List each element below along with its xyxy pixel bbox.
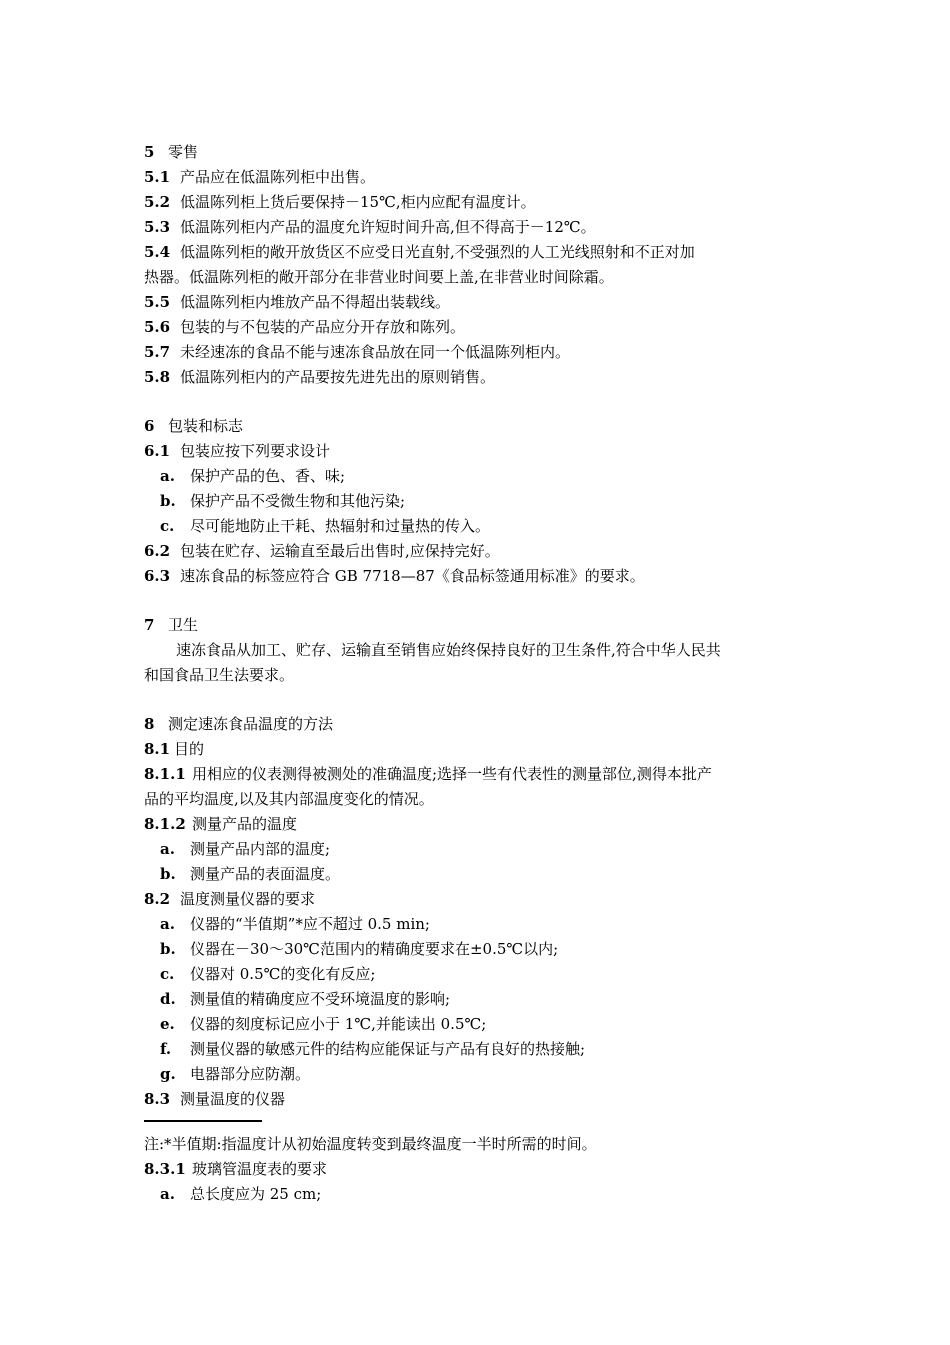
- list-text: 测量值的精确度应不受环境温度的影响;: [190, 990, 451, 1008]
- clause-number: 8.1.1: [144, 765, 186, 783]
- list-letter: a.: [160, 467, 175, 485]
- list-letter: b.: [160, 940, 176, 958]
- section-5-heading: [144, 140, 804, 165]
- clause-number: 5.4: [144, 243, 171, 261]
- list-item-8-2-d: [144, 987, 804, 1012]
- clause-5-8: [144, 365, 804, 390]
- list-text: 保护产品的色、香、味;: [190, 467, 346, 485]
- list-letter: e.: [160, 1015, 175, 1033]
- clause-text: 用相应的仪表测得被测处的准确温度;选择一些有代表性的测量部位,测得本批产: [192, 765, 712, 783]
- section-7-paragraph-line-1: 速冻食品从加工、贮存、运输直至销售应始终保持良好的卫生条件,符合中华人民共: [176, 641, 721, 659]
- clause-5-4: [144, 240, 804, 265]
- clause-number: 5.6: [144, 318, 171, 336]
- footnote-divider: [144, 1120, 262, 1132]
- clause-5-4-continued: 热器。低温陈列柜的敞开部分在非营业时间要上盖,在非营业时间除霜。: [144, 268, 614, 286]
- section-title: 测定速冻食品温度的方法: [168, 715, 334, 733]
- list-item-8-3-1-a: [144, 1182, 804, 1207]
- clause-8-3: [144, 1087, 804, 1112]
- list-item-6-1-c: [144, 514, 804, 539]
- clause-text: 包装应按下列要求设计: [180, 442, 331, 460]
- clause-8-1-1-continued: 品的平均温度,以及其内部温度变化的情况。: [144, 790, 434, 808]
- list-text: 电器部分应防潮。: [190, 1065, 311, 1083]
- list-item-6-1-b: [144, 489, 804, 514]
- clause-number: 5.7: [144, 343, 171, 361]
- clause-text: 包装的与不包装的产品应分开存放和陈列。: [180, 318, 466, 336]
- clause-number: 6.2: [144, 542, 171, 560]
- list-letter: a.: [160, 1185, 175, 1203]
- clause-8-3-1: [144, 1157, 804, 1182]
- clause-5-1: [144, 165, 804, 190]
- clause-text: 低温陈列柜的敞开放货区不应受日光直射,不受强烈的人工光线照射和不正对加: [180, 243, 695, 261]
- list-item-8-1-2-b: [144, 862, 804, 887]
- section-7-heading: [144, 613, 804, 638]
- section-gap: [144, 688, 804, 712]
- list-text: 仪器的刻度标记应小于 1℃,并能读出 0.5℃;: [190, 1015, 487, 1033]
- list-text: 尽可能地防止干耗、热辐射和过量热的传入。: [190, 517, 491, 535]
- clause-8-1-1: [144, 762, 804, 787]
- clause-5-7: [144, 340, 804, 365]
- clause-text: 未经速冻的食品不能与速冻食品放在同一个低温陈列柜内。: [180, 343, 571, 361]
- list-letter: d.: [160, 990, 176, 1008]
- clause-text: 低温陈列柜内产品的温度允许短时间升高,但不得高于－12℃。: [180, 218, 596, 236]
- list-item-8-1-2-a: [144, 837, 804, 862]
- section-number: 8: [144, 715, 155, 733]
- clause-text: 玻璃管温度表的要求: [192, 1160, 328, 1178]
- clause-number: 8.3.1: [144, 1160, 186, 1178]
- list-text: 测量仪器的敏感元件的结构应能保证与产品有良好的热接触;: [190, 1040, 586, 1058]
- clause-text: 温度测量仪器的要求: [180, 890, 316, 908]
- list-item-8-2-a: [144, 912, 804, 937]
- list-letter: a.: [160, 840, 175, 858]
- clause-text: 低温陈列柜内堆放产品不得超出装载线。: [180, 293, 451, 311]
- clause-number: 5.8: [144, 368, 171, 386]
- list-text: 测量产品的表面温度。: [190, 865, 341, 883]
- document-page: [144, 140, 804, 1207]
- clause-number: 6.1: [144, 442, 171, 460]
- list-item-8-2-b: [144, 937, 804, 962]
- clause-5-3: [144, 215, 804, 240]
- clause-number: 5.1: [144, 168, 171, 186]
- clause-text: 速冻食品的标签应符合 GB 7718—87《食品标签通用标准》的要求。: [180, 567, 645, 585]
- list-letter: f.: [160, 1040, 172, 1058]
- clause-8-2: [144, 887, 804, 912]
- clause-number: 5.3: [144, 218, 171, 236]
- clause-number: 5.5: [144, 293, 171, 311]
- clause-6-2: [144, 539, 804, 564]
- clause-number: 8.1.2: [144, 815, 186, 833]
- section-title: 卫生: [168, 616, 199, 634]
- clause-text: 产品应在低温陈列柜中出售。: [180, 168, 376, 186]
- list-text: 测量产品内部的温度;: [190, 840, 331, 858]
- clause-8-1-2: [144, 812, 804, 837]
- section-gap: [144, 390, 804, 414]
- section-7-paragraph-line-2: 和国食品卫生法要求。: [144, 666, 295, 684]
- section-number: 7: [144, 616, 155, 634]
- clause-text: 包装在贮存、运输直至最后出售时,应保持完好。: [180, 542, 500, 560]
- clause-5-2: [144, 190, 804, 215]
- clause-text: 测量温度的仪器: [180, 1090, 286, 1108]
- clause-number: 8.3: [144, 1090, 171, 1108]
- list-text: 仪器对 0.5℃的变化有反应;: [190, 965, 376, 983]
- list-text: 保护产品不受微生物和其他污染;: [190, 492, 406, 510]
- list-item-6-1-a: [144, 464, 804, 489]
- clause-5-5: [144, 290, 804, 315]
- list-item-8-2-f: [144, 1037, 804, 1062]
- section-title: 包装和标志: [168, 417, 244, 435]
- section-title: 零售: [168, 143, 199, 161]
- list-item-8-2-c: [144, 962, 804, 987]
- section-gap: [144, 589, 804, 613]
- clause-text: 低温陈列柜上货后要保持－15℃,柜内应配有温度计。: [180, 193, 536, 211]
- clause-number: 6.3: [144, 567, 171, 585]
- clause-6-3: [144, 564, 804, 589]
- list-letter: b.: [160, 865, 176, 883]
- clause-5-6: [144, 315, 804, 340]
- clause-6-1: [144, 439, 804, 464]
- list-text: 仪器在－30～30℃范围内的精确度要求在±0.5℃以内;: [190, 940, 559, 958]
- clause-number: 5.2: [144, 193, 171, 211]
- list-letter: b.: [160, 492, 176, 510]
- list-letter: a.: [160, 915, 175, 933]
- clause-text: 低温陈列柜内的产品要按先进先出的原则销售。: [180, 368, 496, 386]
- section-6-heading: [144, 414, 804, 439]
- list-text: 仪器的“半值期”*应不超过 0.5 min;: [190, 915, 430, 933]
- list-text: 总长度应为 25 cm;: [190, 1185, 322, 1203]
- clause-number: 8.2: [144, 890, 171, 908]
- section-number: 5: [144, 143, 155, 161]
- list-letter: c.: [160, 517, 175, 535]
- clause-8-1: [144, 737, 804, 762]
- footnote: 注:*半值期:指温度计从初始温度转变到最终温度一半时所需的时间。: [144, 1135, 597, 1153]
- clause-number: 8.1: [144, 740, 171, 758]
- list-letter: g.: [160, 1065, 176, 1083]
- section-8-heading: [144, 712, 804, 737]
- list-letter: c.: [160, 965, 175, 983]
- list-item-8-2-g: [144, 1062, 804, 1087]
- clause-text: 测量产品的温度: [192, 815, 298, 833]
- section-number: 6: [144, 417, 155, 435]
- clause-text: 目的: [174, 740, 205, 758]
- list-item-8-2-e: [144, 1012, 804, 1037]
